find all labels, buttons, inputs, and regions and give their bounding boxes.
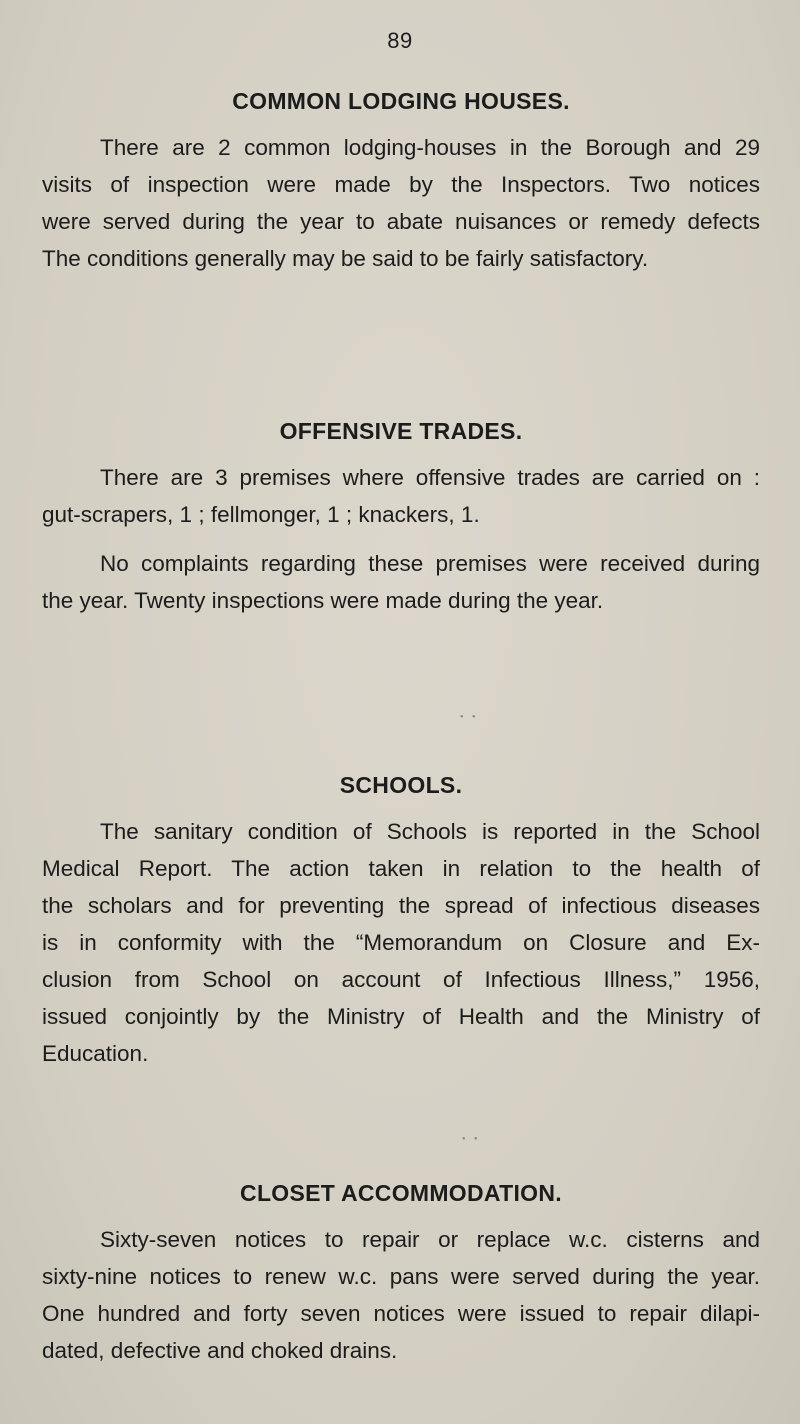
text-line: Sixty-seven notices to repair or replace w.c. cisterns and bbox=[100, 1227, 760, 1252]
text-line: One hundred and forty seven notices were issued to repair dilapi- bbox=[42, 1301, 760, 1326]
text-line: gut-scrapers, 1 ; fellmonger, 1 ; knackers, 1. bbox=[42, 502, 480, 527]
paragraph bbox=[42, 1221, 760, 1369]
section-closet-accommodation bbox=[42, 1180, 760, 1373]
text-line: clusion from School on account of Infectious Illness,” 1956, bbox=[42, 967, 760, 992]
text-line: visits of inspection were made by the Inspectors. Two notices bbox=[42, 172, 760, 197]
text-line: There are 2 common lodging-houses in the Borough and 29 bbox=[100, 135, 760, 160]
paragraph bbox=[42, 129, 760, 277]
speck-mark: • • bbox=[460, 712, 479, 723]
paragraph bbox=[42, 545, 760, 619]
text-line: dated, defective and choked drains. bbox=[42, 1338, 398, 1363]
paragraph bbox=[42, 459, 760, 533]
section-heading: OFFENSIVE TRADES. bbox=[279, 418, 523, 444]
speck-mark: • • bbox=[462, 1134, 481, 1145]
text-line: is in conformity with the “Memorandum on Closure and Ex- bbox=[42, 930, 760, 955]
text-line: the year. Twenty inspections were made during the year. bbox=[42, 588, 604, 613]
text-line: were served during the year to abate nuisances or remedy defects bbox=[42, 209, 760, 234]
text-line: No complaints regarding these premises were received during bbox=[100, 551, 760, 576]
paragraph bbox=[42, 813, 760, 1072]
text-line: The sanitary condition of Schools is reported in the School bbox=[100, 819, 760, 844]
section-heading: COMMON LODGING HOUSES. bbox=[232, 88, 570, 114]
page-number: 89 bbox=[387, 28, 413, 53]
section-heading: SCHOOLS. bbox=[339, 772, 463, 798]
text-line: Medical Report. The action taken in relation to the health of bbox=[42, 856, 760, 881]
section-schools bbox=[42, 772, 760, 1076]
text-line: sixty-nine notices to renew w.c. pans were served during the year. bbox=[42, 1264, 760, 1289]
section-common-lodging-houses bbox=[42, 88, 760, 281]
text-line: Education. bbox=[42, 1041, 149, 1066]
text-line: The conditions generally may be said to be fairly satisfactory. bbox=[42, 246, 649, 271]
section-offensive-trades bbox=[42, 418, 760, 623]
text-line: issued conjointly by the Ministry of Health and the Ministry of bbox=[42, 1004, 760, 1029]
section-heading: CLOSET ACCOMMODATION. bbox=[240, 1180, 562, 1206]
text-line: There are 3 premises where offensive trades are carried on : bbox=[100, 465, 760, 490]
text-line: the scholars and for preventing the spread of infectious diseases bbox=[42, 893, 760, 918]
